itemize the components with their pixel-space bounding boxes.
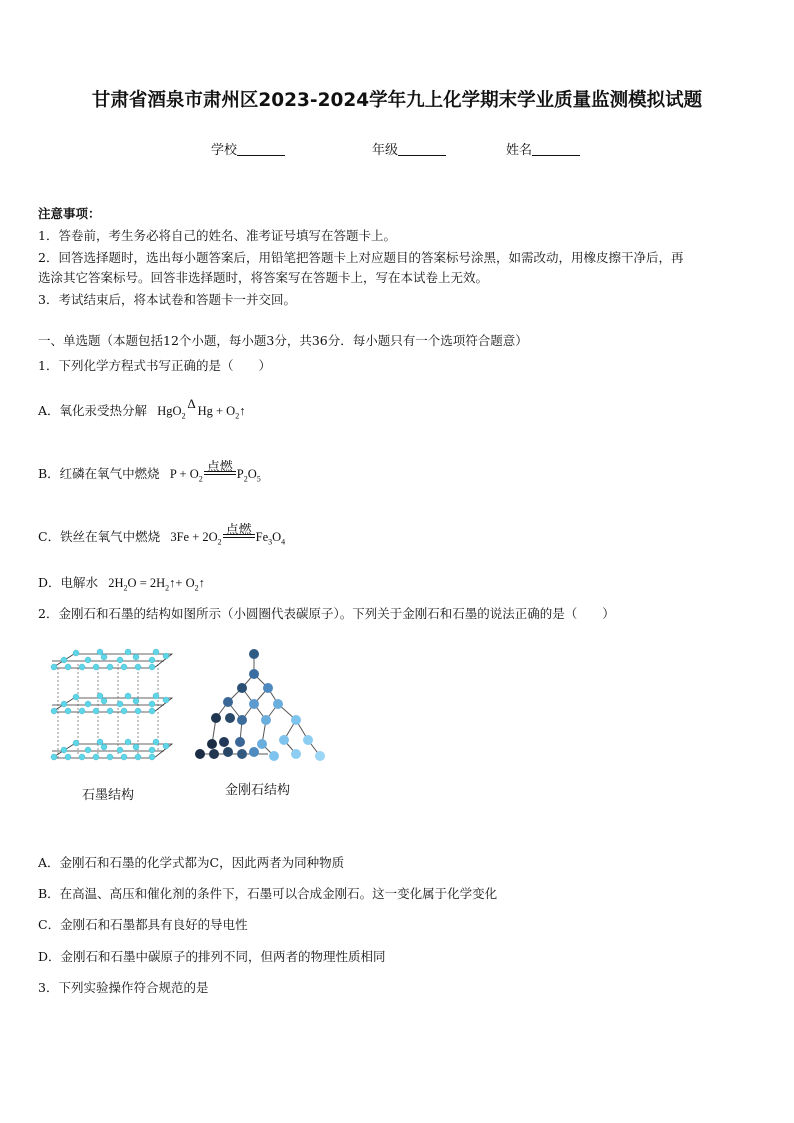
name-field[interactable] [506,139,580,158]
graphite-caption: 石墨结构 [82,788,135,803]
q2-option-c[interactable]: C．金刚石和石墨都具有良好的导电性 [38,917,248,932]
question-stem: 1．下列化学方程式书写正确的是（ ） [38,358,271,373]
diamond-caption: 金刚石结构 [225,783,291,798]
condition-heat-symbol: Δ [187,396,196,411]
diamond-atoms [195,649,325,761]
option-b-label: B．红磷在氧气中燃烧 [38,466,160,481]
condition-ignite-text: 点燃 [206,459,233,474]
school-field[interactable] [211,139,285,158]
grade-blank[interactable] [398,142,446,156]
equation-c: $3Fe + 2O_2$ 点燃 $Fe_3O_4$ [164,522,286,547]
q2-option-a[interactable]: A．金刚石和石墨的化学式都为C，因此两者为同种物质 [38,855,345,870]
graphite-structure-figure [44,640,180,774]
q1-option-c[interactable] [38,522,286,547]
question-stem: 2．金刚石和石墨的结构如图所示（小圆圈代表碳原子）。下列关于金刚石和石墨的说法正确的是（ ） [38,606,615,621]
notice-heading: 注意事项： [38,206,101,221]
q1-option-d[interactable] [38,573,205,593]
grade-label: 年级 [372,143,399,158]
q2-option-d[interactable]: D．金刚石和石墨中碳原子的排列不同，但两者的物理性质相同 [38,949,386,964]
q2-option-b[interactable]: B．在高温、高压和催化剂的条件下，石墨可以合成金刚石。这一变化属于化学变化 [38,886,498,901]
q1-option-a[interactable] [38,396,246,421]
option-a-label: A．氧化汞受热分解 [38,403,148,418]
name-label: 姓名 [506,143,533,158]
grade-field[interactable] [372,139,446,158]
notice-item: 1．答卷前，考生务必将自己的姓名、准考证号填写在答题卡上。 [38,228,396,243]
option-c-label: C．铁丝在氧气中燃烧 [38,529,161,544]
school-blank[interactable] [237,142,285,156]
name-blank[interactable] [532,142,580,156]
q1-option-b[interactable] [38,459,261,484]
equation-b: $P + O_2$ 点燃 $P_2O_5$ [163,459,261,484]
equation-d: $2H_2O$ = $2H_2↑+$ $O_2↑$ [102,576,205,593]
condition-ignite-text: 点燃 [225,522,252,537]
notice-item: 3．考试结束后，将本试卷和答题卡一并交回。 [38,292,296,307]
notice-item: 2．回答选择题时，选出每小题答案后，用铅笔把答题卡上对应题目的答案标号涂黑，如需改动，用橡皮擦干净后，再 [38,250,684,265]
section-heading: 一、单选题（本题包括12个小题，每小题3分，共36分．每小题只有一个选项符合题意） [38,333,528,348]
graphite-atoms [51,649,169,760]
equation-a: HgO$_2$ Δ $Hg + O_2↑$ [151,396,246,421]
question-stem: 3．下列实验操作符合规范的是 [38,980,209,995]
page-title: 甘肃省酒泉市肃州区2023-2024学年九上化学期末学业质量监测模拟试题 [91,90,703,111]
notice-item: 选涂其它答案标号。回答非选择题时，将答案写在答题卡上，写在本试卷上无效。 [38,270,489,285]
school-label: 学校 [211,143,238,158]
option-d-label: D．电解水 [38,575,99,590]
diamond-structure-figure [188,644,328,770]
